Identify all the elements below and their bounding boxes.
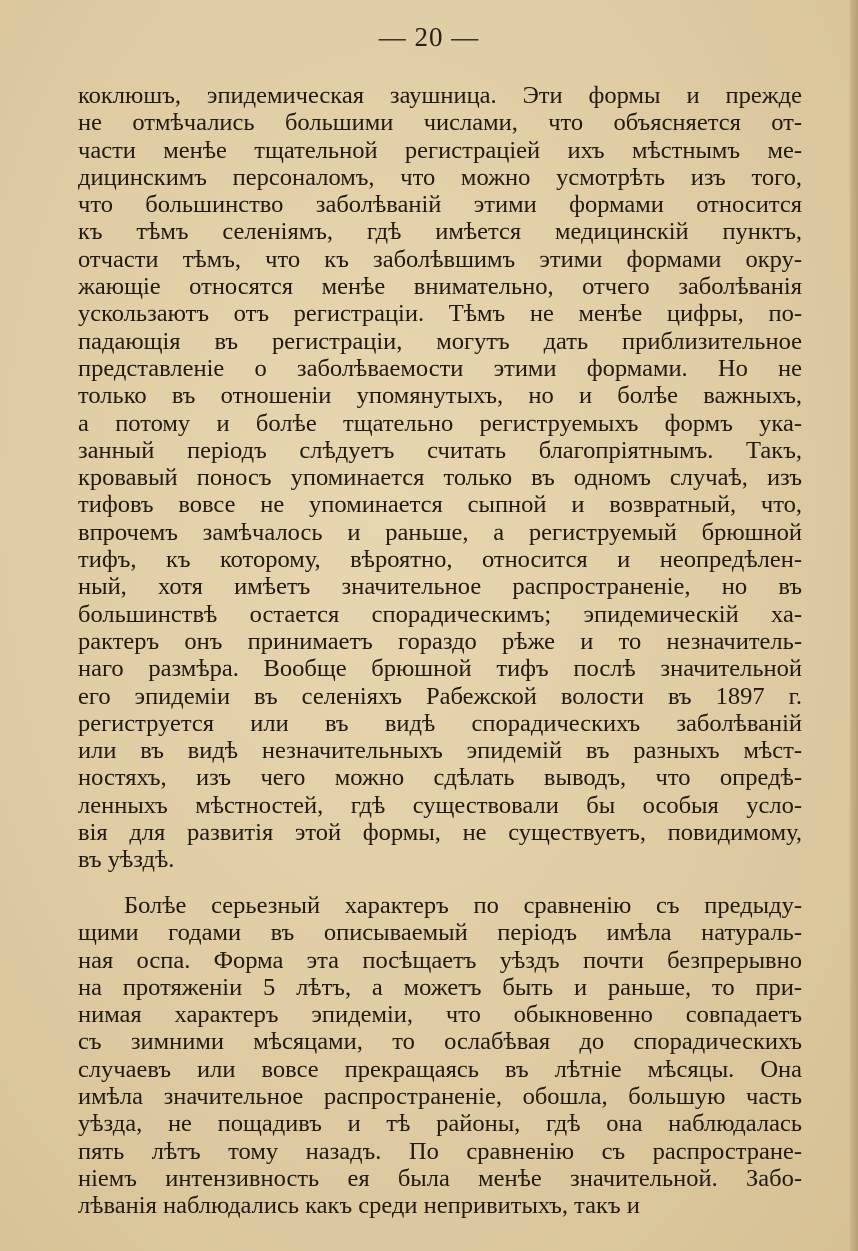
text-line: ленныхъ мѣстностей, гдѣ существовали бы особыя усло-	[78, 791, 802, 819]
page-edge-shadow	[850, 0, 858, 1251]
text-line: тифовъ вовсе не упоминается сыпной и возвратный, что,	[78, 491, 802, 519]
text-line: впрочемъ замѣчалось и раньше, а региструемый брюшной	[78, 518, 802, 546]
text-line: случаевъ или вовсе прекращаясь въ лѣтніе мѣсяцы. Она	[78, 1055, 802, 1083]
text-line: Болѣе серьезный характеръ по сравненію съ предыду-	[124, 892, 802, 919]
text-line: съ зимними мѣсяцами, то ослабѣвая до спорадическихъ	[78, 1028, 802, 1056]
text-line: занный періодъ слѣдуетъ считать благопріятнымъ. Такъ,	[78, 436, 802, 464]
text-line: ная оспа. Форма эта посѣщаетъ уѣздъ почти безпрерывно	[78, 946, 802, 974]
text-line: къ тѣмъ селеніямъ, гдѣ имѣется медицинскій пунктъ,	[78, 218, 802, 246]
text-line: жающіе относятся менѣе внимательно, отчего заболѣванія	[78, 273, 802, 301]
text-line: тифъ, къ которому, вѣроятно, относится и неопредѣлен-	[78, 546, 802, 574]
text-line: его эпидеміи въ селеніяхъ Рабежской волости въ 1897 г.	[78, 682, 802, 710]
text-line: большинствѣ остается спорадическимъ; эпидемическій ха-	[78, 600, 802, 628]
text-line: на протяженіи 5 лѣтъ, а можетъ быть и раньше, то при-	[78, 973, 802, 1001]
text-line: ускользаютъ отъ регистраціи. Тѣмъ не менѣе цифры, по-	[78, 300, 802, 328]
text-line: не отмѣчались большими числами, что объясняется от-	[78, 109, 802, 137]
text-line: наго размѣра. Вообще брюшной тифъ послѣ значительной	[78, 655, 802, 683]
text-line: лѣванія наблюдались какъ среди непривитыхъ, такъ и	[78, 1192, 640, 1220]
text-line: отчасти тѣмъ, что къ заболѣвшимъ этими формами окру-	[78, 245, 802, 273]
text-line: а потому и болѣе тщательно региструемыхъ формъ ука-	[78, 409, 802, 437]
text-line: части менѣе тщательной регистраціей ихъ мѣстнымъ ме-	[78, 136, 802, 164]
text-line: региструется или въ видѣ спорадическихъ заболѣваній	[78, 709, 802, 737]
paragraph-2	[78, 892, 802, 1220]
text-line: или въ видѣ незначительныхъ эпидемій въ разныхъ мѣст-	[78, 737, 802, 765]
text-line: вія для развитія этой формы, не существуетъ, повидимому,	[78, 819, 802, 847]
text-line: дицинскимъ персоналомъ, что можно усмотрѣть изъ того,	[78, 163, 802, 191]
text-line: щими годами въ описываемый періодъ имѣла натураль-	[78, 919, 802, 947]
text-line: рактеръ онъ принимаетъ гораздо рѣже и то незначитель-	[78, 627, 802, 655]
text-line: уѣзда, не пощадивъ и тѣ районы, гдѣ она наблюдалась	[78, 1110, 802, 1138]
page-number: — 20 —	[378, 22, 480, 52]
text-line: ніемъ интензивность ея была менѣе значительной. Забо-	[78, 1164, 802, 1192]
text-line: падающія въ регистраціи, могутъ дать приблизительное	[78, 327, 802, 355]
text-line: пять лѣтъ тому назадъ. По сравненію съ распростране-	[78, 1137, 802, 1165]
text-line: что большинство заболѣваній этими формами относится	[78, 191, 802, 219]
text-line: имѣла значительное распространеніе, обошла, большую часть	[78, 1083, 802, 1111]
text-line: ностяхъ, изъ чего можно сдѣлать выводъ, что опредѣ-	[78, 764, 802, 792]
text-line: ный, хотя имѣетъ значительное распространеніе, но въ	[78, 573, 802, 601]
text-line: нимая характеръ эпидеміи, что обыкновенно совпадаетъ	[78, 1001, 802, 1029]
text-line: коклюшъ, эпидемическая заушница. Эти формы и прежде	[78, 82, 802, 109]
text-line: кровавый поносъ упоминается только въ одномъ случаѣ, изъ	[78, 464, 802, 492]
paragraph-1	[78, 82, 802, 874]
text-line: въ уѣздѣ.	[78, 846, 175, 874]
text-line: только въ отношеніи упомянутыхъ, но и болѣе важныхъ,	[78, 382, 802, 410]
text-line: представленіе о заболѣваемости этими формами. Но не	[78, 354, 802, 382]
